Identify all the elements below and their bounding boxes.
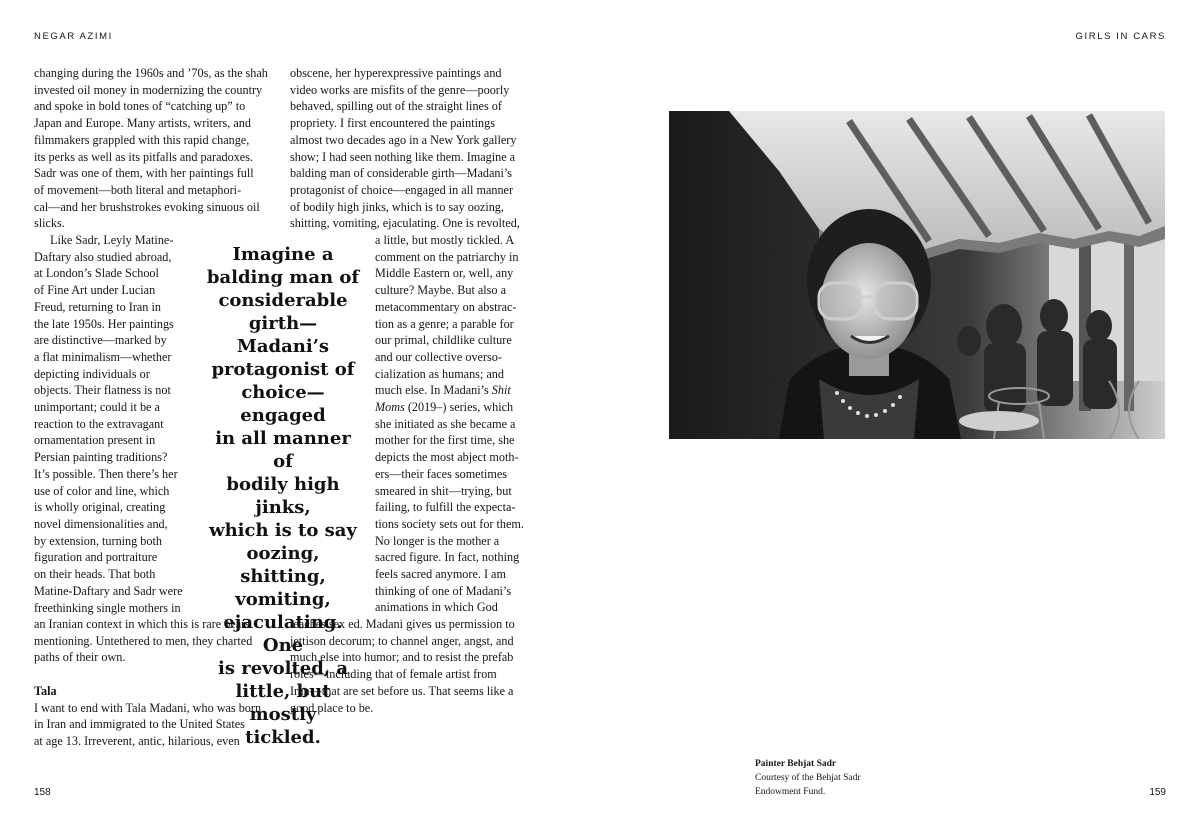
right-column-top-text xyxy=(290,65,535,232)
pull-quote xyxy=(206,243,360,749)
pull-quote-line: in all manner of xyxy=(215,428,351,472)
pull-quote-line: bodily high jinks, xyxy=(226,474,340,518)
text-line: our primal, childlike culture xyxy=(375,333,512,348)
portrait-photo xyxy=(669,111,1165,439)
text-line: Like Sadr, Leyly Matine- xyxy=(50,233,174,248)
text-fragment: much else. In Madani’s xyxy=(375,383,489,398)
text-line: show; I had seen nothing like them. Imagine a xyxy=(290,149,516,164)
right-page-number: 159 xyxy=(1149,787,1166,798)
pull-quote-line: protagonist of xyxy=(211,359,355,380)
section-heading: Tala xyxy=(34,683,57,698)
photo-caption xyxy=(755,757,861,799)
text-fragment: (2019–) series, which xyxy=(404,400,514,415)
text-line: depicts the most abject moth- xyxy=(375,450,519,465)
pull-quote-line: ejaculating. One xyxy=(223,612,343,656)
text-line: is wholly original, creating xyxy=(34,500,166,515)
text-line: slicks. xyxy=(34,216,65,231)
text-line: by extension, turning both xyxy=(34,533,162,548)
text-line: good place to be. xyxy=(290,700,374,715)
text-line: objects. Their flatness is not xyxy=(34,383,171,398)
text-line: she initiated as she became a xyxy=(375,416,516,431)
text-line: jettison decorum; to channel anger, angst, and xyxy=(290,633,514,648)
text-line: comment on the patriarchy in xyxy=(375,249,519,264)
text-line: shitting, vomiting, ejaculating. One is revolted, xyxy=(290,216,520,231)
text-line: depicting individuals or xyxy=(34,366,150,381)
text-line: mother for the first time, she xyxy=(375,433,515,448)
text-line: tions society sets out for them. xyxy=(375,516,524,531)
text-line: at London’s Slade School xyxy=(34,266,159,281)
text-line: obscene, her hyperexpressive paintings and xyxy=(290,66,502,80)
text-line: feels sacred anymore. I am xyxy=(375,567,506,582)
text-line: at age 13. Irreverent, antic, hilarious, even xyxy=(34,733,240,748)
left-running-head: NEGAR AZIMI xyxy=(34,31,113,42)
text-line: Freud, returning to Iran in xyxy=(34,299,161,314)
italic-title: Shit xyxy=(491,383,511,398)
text-line: almost two decades ago in a New York gallery xyxy=(290,132,517,147)
text-line: Sadr was one of them, with her paintings full xyxy=(34,166,254,181)
caption-title: Painter Behjat Sadr xyxy=(755,759,837,769)
text-line: metacommentary on abstrac- xyxy=(375,299,517,314)
text-line: behaved, spilling out of the straight lines of xyxy=(290,99,502,114)
text-line: are distinctive—marked by xyxy=(34,333,167,348)
text-line: a flat minimalism—whether xyxy=(34,349,172,364)
right-column-narrow-text xyxy=(375,232,535,616)
text-line: the late 1950s. Her paintings xyxy=(34,316,174,331)
text-line: an Iranian context in which this is rare bears xyxy=(34,617,250,631)
pull-quote-line: oozing, shitting, xyxy=(240,543,326,587)
text-line: novel dimensionalities and, xyxy=(34,516,168,531)
text-line: propriety. I first encountered the paintings xyxy=(290,116,495,131)
text-line: mentioning. Untethered to men, they charted xyxy=(34,633,253,648)
text-line: much else into humor; and to resist the prefab xyxy=(290,650,514,665)
caption-credit-line: Endowment Fund. xyxy=(755,787,826,797)
pull-quote-line: balding man of xyxy=(206,267,360,288)
text-line: It’s possible. Then there’s her xyxy=(34,466,178,481)
text-line: roles—including that of female artist from xyxy=(290,667,497,682)
left-page-number: 158 xyxy=(34,787,51,798)
text-line: culture? Maybe. But also a xyxy=(375,283,506,298)
text-line: in Iran and immigrated to the United States xyxy=(34,717,245,732)
text-line: Matine-Daftary and Sadr were xyxy=(34,583,183,598)
text-line: freethinking single mothers in xyxy=(34,600,181,615)
text-line xyxy=(375,382,535,399)
text-line: of bodily high jinks, which is to say oozing, xyxy=(290,199,504,214)
caption-credit-line: Courtesy of the Behjat Sadr xyxy=(755,773,861,783)
text-line: Persian painting traditions? xyxy=(34,450,168,465)
pull-quote-line: tickled. xyxy=(245,727,321,748)
text-line: unimportant; could it be a xyxy=(34,400,160,415)
text-line: sacred figure. In fact, nothing xyxy=(375,550,520,565)
text-line: I want to end with Tala Madani, who was born xyxy=(34,700,262,715)
pull-quote-line: vomiting, xyxy=(235,589,331,610)
text-line: paths of their own. xyxy=(34,650,126,665)
text-line: protagonist of choice—engaged in all manner xyxy=(290,182,514,197)
pull-quote-line: is revolted, a xyxy=(217,658,349,679)
photo-illustration xyxy=(669,111,1165,439)
text-line: filmmakers grappled with this rapid change, xyxy=(34,132,250,147)
text-line: balding man of considerable girth—Madani’s xyxy=(290,166,513,181)
text-line: No longer is the mother a xyxy=(375,533,500,548)
text-line: ers—their faces sometimes xyxy=(375,466,507,481)
text-line: Japan and Europe. Many artists, writers, and xyxy=(34,116,251,131)
text-line: and our collective overso- xyxy=(375,349,502,364)
pull-quote-line: little, but mostly xyxy=(235,681,331,725)
text-line: thinking of one of Madani’s xyxy=(375,583,512,598)
pull-quote-line: which is to say xyxy=(209,520,357,541)
text-line: use of color and line, which xyxy=(34,483,170,498)
text-line: cialization as humans; and xyxy=(375,366,504,381)
text-line: video works are misfits of the genre—poorly xyxy=(290,82,510,97)
italic-title: Moms xyxy=(375,400,405,415)
text-line: invested oil money in modernizing the country xyxy=(34,82,263,97)
text-line: cal—and her brushstrokes evoking sinuous oil xyxy=(34,199,260,214)
pull-quote-line: choice—engaged xyxy=(240,382,326,426)
text-line: ornamentation present in xyxy=(34,433,156,448)
text-line: of movement—both literal and metaphori- xyxy=(34,182,242,197)
pull-quote-line: Imagine a xyxy=(232,244,334,265)
pull-quote-line: girth—Madani’s xyxy=(236,313,330,357)
pull-quote-line: considerable xyxy=(218,290,348,311)
text-line: tion as a genre; a parable for xyxy=(375,316,514,331)
text-line: animations in which God xyxy=(375,600,498,615)
text-line: figuration and portraiture xyxy=(34,550,158,565)
text-line: failing, to fulfill the expecta- xyxy=(375,500,516,515)
text-line: changing during the 1960s and ’70s, as the shah xyxy=(34,66,268,80)
text-line: Middle Eastern or, well, any xyxy=(375,266,514,281)
text-line: a little, but mostly tickled. A xyxy=(375,233,515,247)
text-line: smeared in shit—trying, but xyxy=(375,483,512,498)
text-line: its perks as well as its pitfalls and paradoxes. xyxy=(34,149,253,164)
text-line: reaction to the extravagant xyxy=(34,416,164,431)
text-line: Iran—that are set before us. That seems like a xyxy=(290,683,514,698)
text-line: and spoke in bold tones of “catching up” to xyxy=(34,99,246,114)
text-line: Daftary also studied abroad, xyxy=(34,249,172,264)
text-line: of Fine Art under Lucian xyxy=(34,283,156,298)
right-running-head: GIRLS IN CARS xyxy=(1075,31,1166,42)
text-line: teaches sex ed. Madani gives us permission to xyxy=(290,617,515,631)
text-line: on their heads. That both xyxy=(34,567,156,582)
text-line xyxy=(375,399,535,416)
